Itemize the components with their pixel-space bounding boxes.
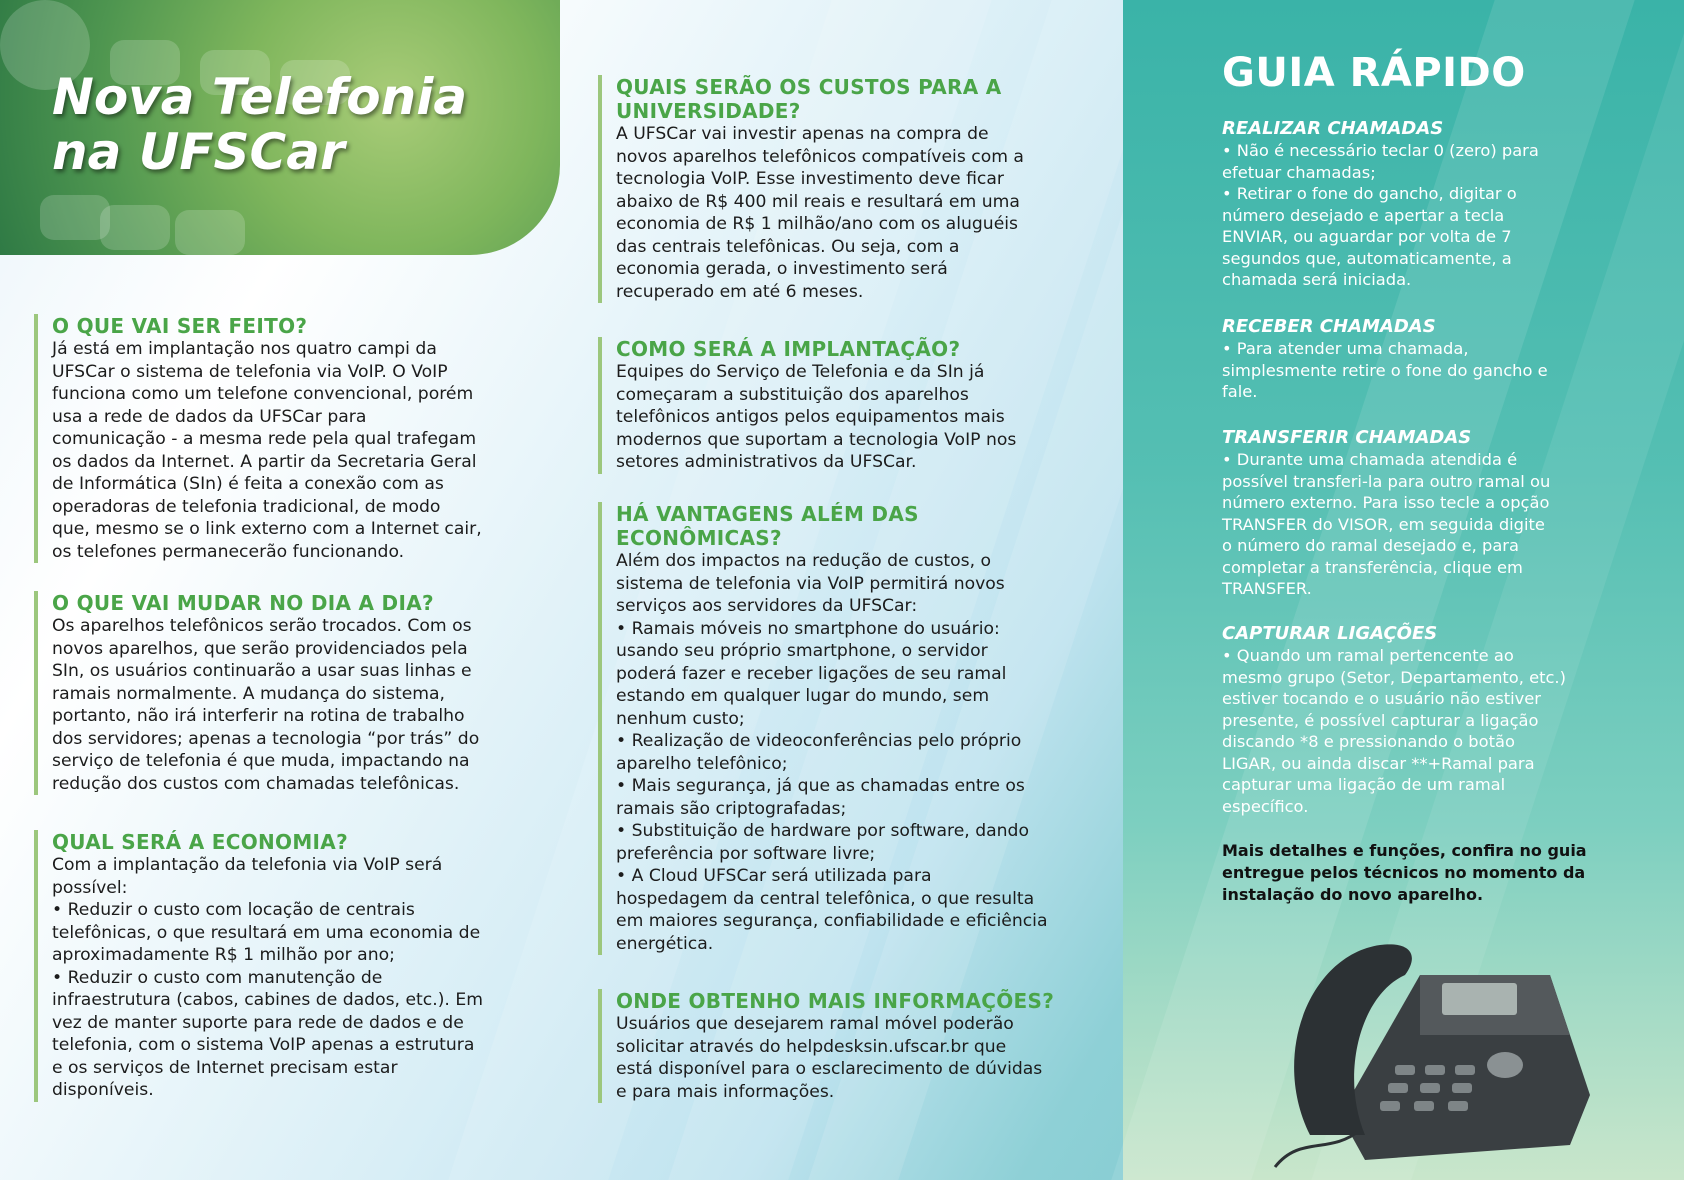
- section-heading: COMO SERÁ A IMPLANTAÇÃO?: [616, 337, 961, 361]
- guide-section-realizar: [1222, 117, 1582, 291]
- guide-body: • Não é necessário teclar 0 (zero) para efetuar chamadas; • Retirar o fone do gancho, digitar o número desejado e apertar a tecla ENVIAR, ou aguardar por volta de 7 segundos que, automaticamente, a chamada será iniciada.: [1222, 141, 1539, 289]
- section-implantacao: [598, 337, 1096, 474]
- guide-heading: TRANSFERIR CHAMADAS: [1222, 427, 1472, 448]
- title-line-2: na UFSCar: [52, 123, 345, 181]
- page-title: [52, 70, 467, 180]
- section-qual-sera-a-economia: [34, 830, 522, 1102]
- guide-heading: RECEBER CHAMADAS: [1222, 316, 1436, 337]
- guide-section-capturar: [1222, 622, 1582, 817]
- title-line-1: Nova Telefonia: [52, 68, 468, 126]
- section-heading: O QUE VAI SER FEITO?: [52, 314, 308, 338]
- section-heading: HÁ VANTAGENS ALÉM DAS ECONÔMICAS?: [616, 502, 919, 550]
- section-body: Equipes do Serviço de Telefonia e da SIn já começaram a substituição dos aparelhos telefônicos antigos pelos equipamentos mais modernos que suportam a tecnologia VoIP nos setores administrativos da UFSCar.: [616, 362, 1017, 472]
- guide-section-receber: [1222, 315, 1582, 403]
- keypad-decoration: [100, 205, 170, 250]
- guide-body: • Quando um ramal pertencente ao mesmo grupo (Setor, Departamento, etc.) estiver tocando e o usuário não estiver presente, é possível capturar a ligação discando *8 e pressionando o botão LIGAR, ou ainda discar **+Ramal para capturar uma ligação de um ramal específico.: [1222, 646, 1566, 816]
- section-body: A UFSCar vai investir apenas na compra de novos aparelhos telefônicos compatíveis com a tecnologia VoIP. Esse investimento deve ficar abaixo de R$ 400 mil reais e resultará em uma economia de R$ 1 milhão/ano com os aluguéis das centrais telefônicas. Ou seja, com a economia gerada, o investimento será recuperado em até 6 meses.: [616, 124, 1024, 302]
- section-body: Além dos impactos na redução de custos, o sistema de telefonia via VoIP permitirá novos serviços aos servidores da UFSCar: • Ramais móveis no smartphone do usuário: usando seu próprio smartphone, o servidor poderá fazer e receber ligações de seu ramal estando em qualquer lugar do mundo, sem nenhum custo; • Realização de videoconferências pelo próprio aparelho telefônico; • Mais segurança, já que as chamadas entre os ramais são criptografadas; • Substituição de hardware por software, dando preferência por software livre; • A Cloud UFSCar será utilizada para hospedagem da central telefônica, o que resulta em maiores segurança, confiabilidade e eficiência energética.: [616, 551, 1048, 954]
- section-body: Usuários que desejarem ramal móvel poderão solicitar através do helpdesksin.ufscar.br que está disponível para o esclarecimento de dúvidas e para mais informações.: [616, 1014, 1043, 1102]
- section-custos: [598, 75, 1096, 303]
- guide-section-transferir: [1222, 426, 1582, 600]
- guide-heading: REALIZAR CHAMADAS: [1222, 118, 1444, 139]
- guide-heading: CAPTURAR LIGAÇÕES: [1222, 623, 1438, 644]
- section-vantagens: [598, 502, 1096, 955]
- section-heading: QUAL SERÁ A ECONOMIA?: [52, 830, 348, 854]
- section-heading: QUAIS SERÃO OS CUSTOS PARA A UNIVERSIDADE?: [616, 75, 1002, 123]
- keypad-decoration: [175, 210, 245, 255]
- guide-body: • Durante uma chamada atendida é possível transferi-la para outro ramal ou número externo. Para isso tecle a opção TRANSFER do VISOR, em seguida digite o número do ramal desejado e, para completar a transferência, clique em TRANSFER.: [1222, 450, 1551, 598]
- guide-title: GUIA RÁPIDO: [1222, 50, 1526, 96]
- desk-phone-icon: [1270, 915, 1600, 1170]
- section-mais-informacoes: [598, 989, 1096, 1103]
- section-body: Os aparelhos telefônicos serão trocados. Com os novos aparelhos, que serão providenciados pela SIn, os usuários continuarão a usar suas linhas e ramais normalmente. A mudança do sistema, portanto, não irá interferir na rotina de trabalho dos servidores; apenas a tecnologia “por trás” do serviço de telefonia é que muda, impactando na redução dos custos com chamadas telefônicas.: [52, 616, 480, 794]
- section-heading: O QUE VAI MUDAR NO DIA A DIA?: [52, 591, 434, 615]
- section-o-que-vai-ser-feito: [34, 314, 522, 563]
- hero-banner: [0, 0, 560, 255]
- section-o-que-vai-mudar: [34, 591, 522, 795]
- section-body: Com a implantação da telefonia via VoIP será possível: • Reduzir o custo com locação de centrais telefônicas, o que resultará em uma economia de aproximadamente R$ 1 milhão por ano; • Reduzir o custo com manutenção de infraestrutura (cabos, cabines de dados, etc.). Em vez de manter suporte para rede de dados e de telefonia, com o sistema VoIP apenas a estrutura e os serviços de Internet precisam estar disponíveis.: [52, 855, 483, 1100]
- guide-note: Mais detalhes e funções, confira no guia entregue pelos técnicos no momento da instalação do novo aparelho.: [1222, 841, 1587, 904]
- section-heading: ONDE OBTENHO MAIS INFORMAÇÕES?: [616, 989, 1055, 1013]
- guide-body: • Para atender uma chamada, simplesmente retire o fone do gancho e fale.: [1222, 339, 1548, 401]
- section-body: Já está em implantação nos quatro campi da UFSCar o sistema de telefonia via VoIP. O VoIP funciona como um telefone convencional, porém usa a rede de dados da UFSCar para comunicação - a mesma rede pela qual trafegam os dados da Internet. A partir da Secretaria Geral de Informática (SIn) é feita a conexão com as operadoras de telefonia tradicional, de modo que, mesmo se o link externo com a Internet cair, os telefones permanecerão funcionando.: [52, 339, 482, 562]
